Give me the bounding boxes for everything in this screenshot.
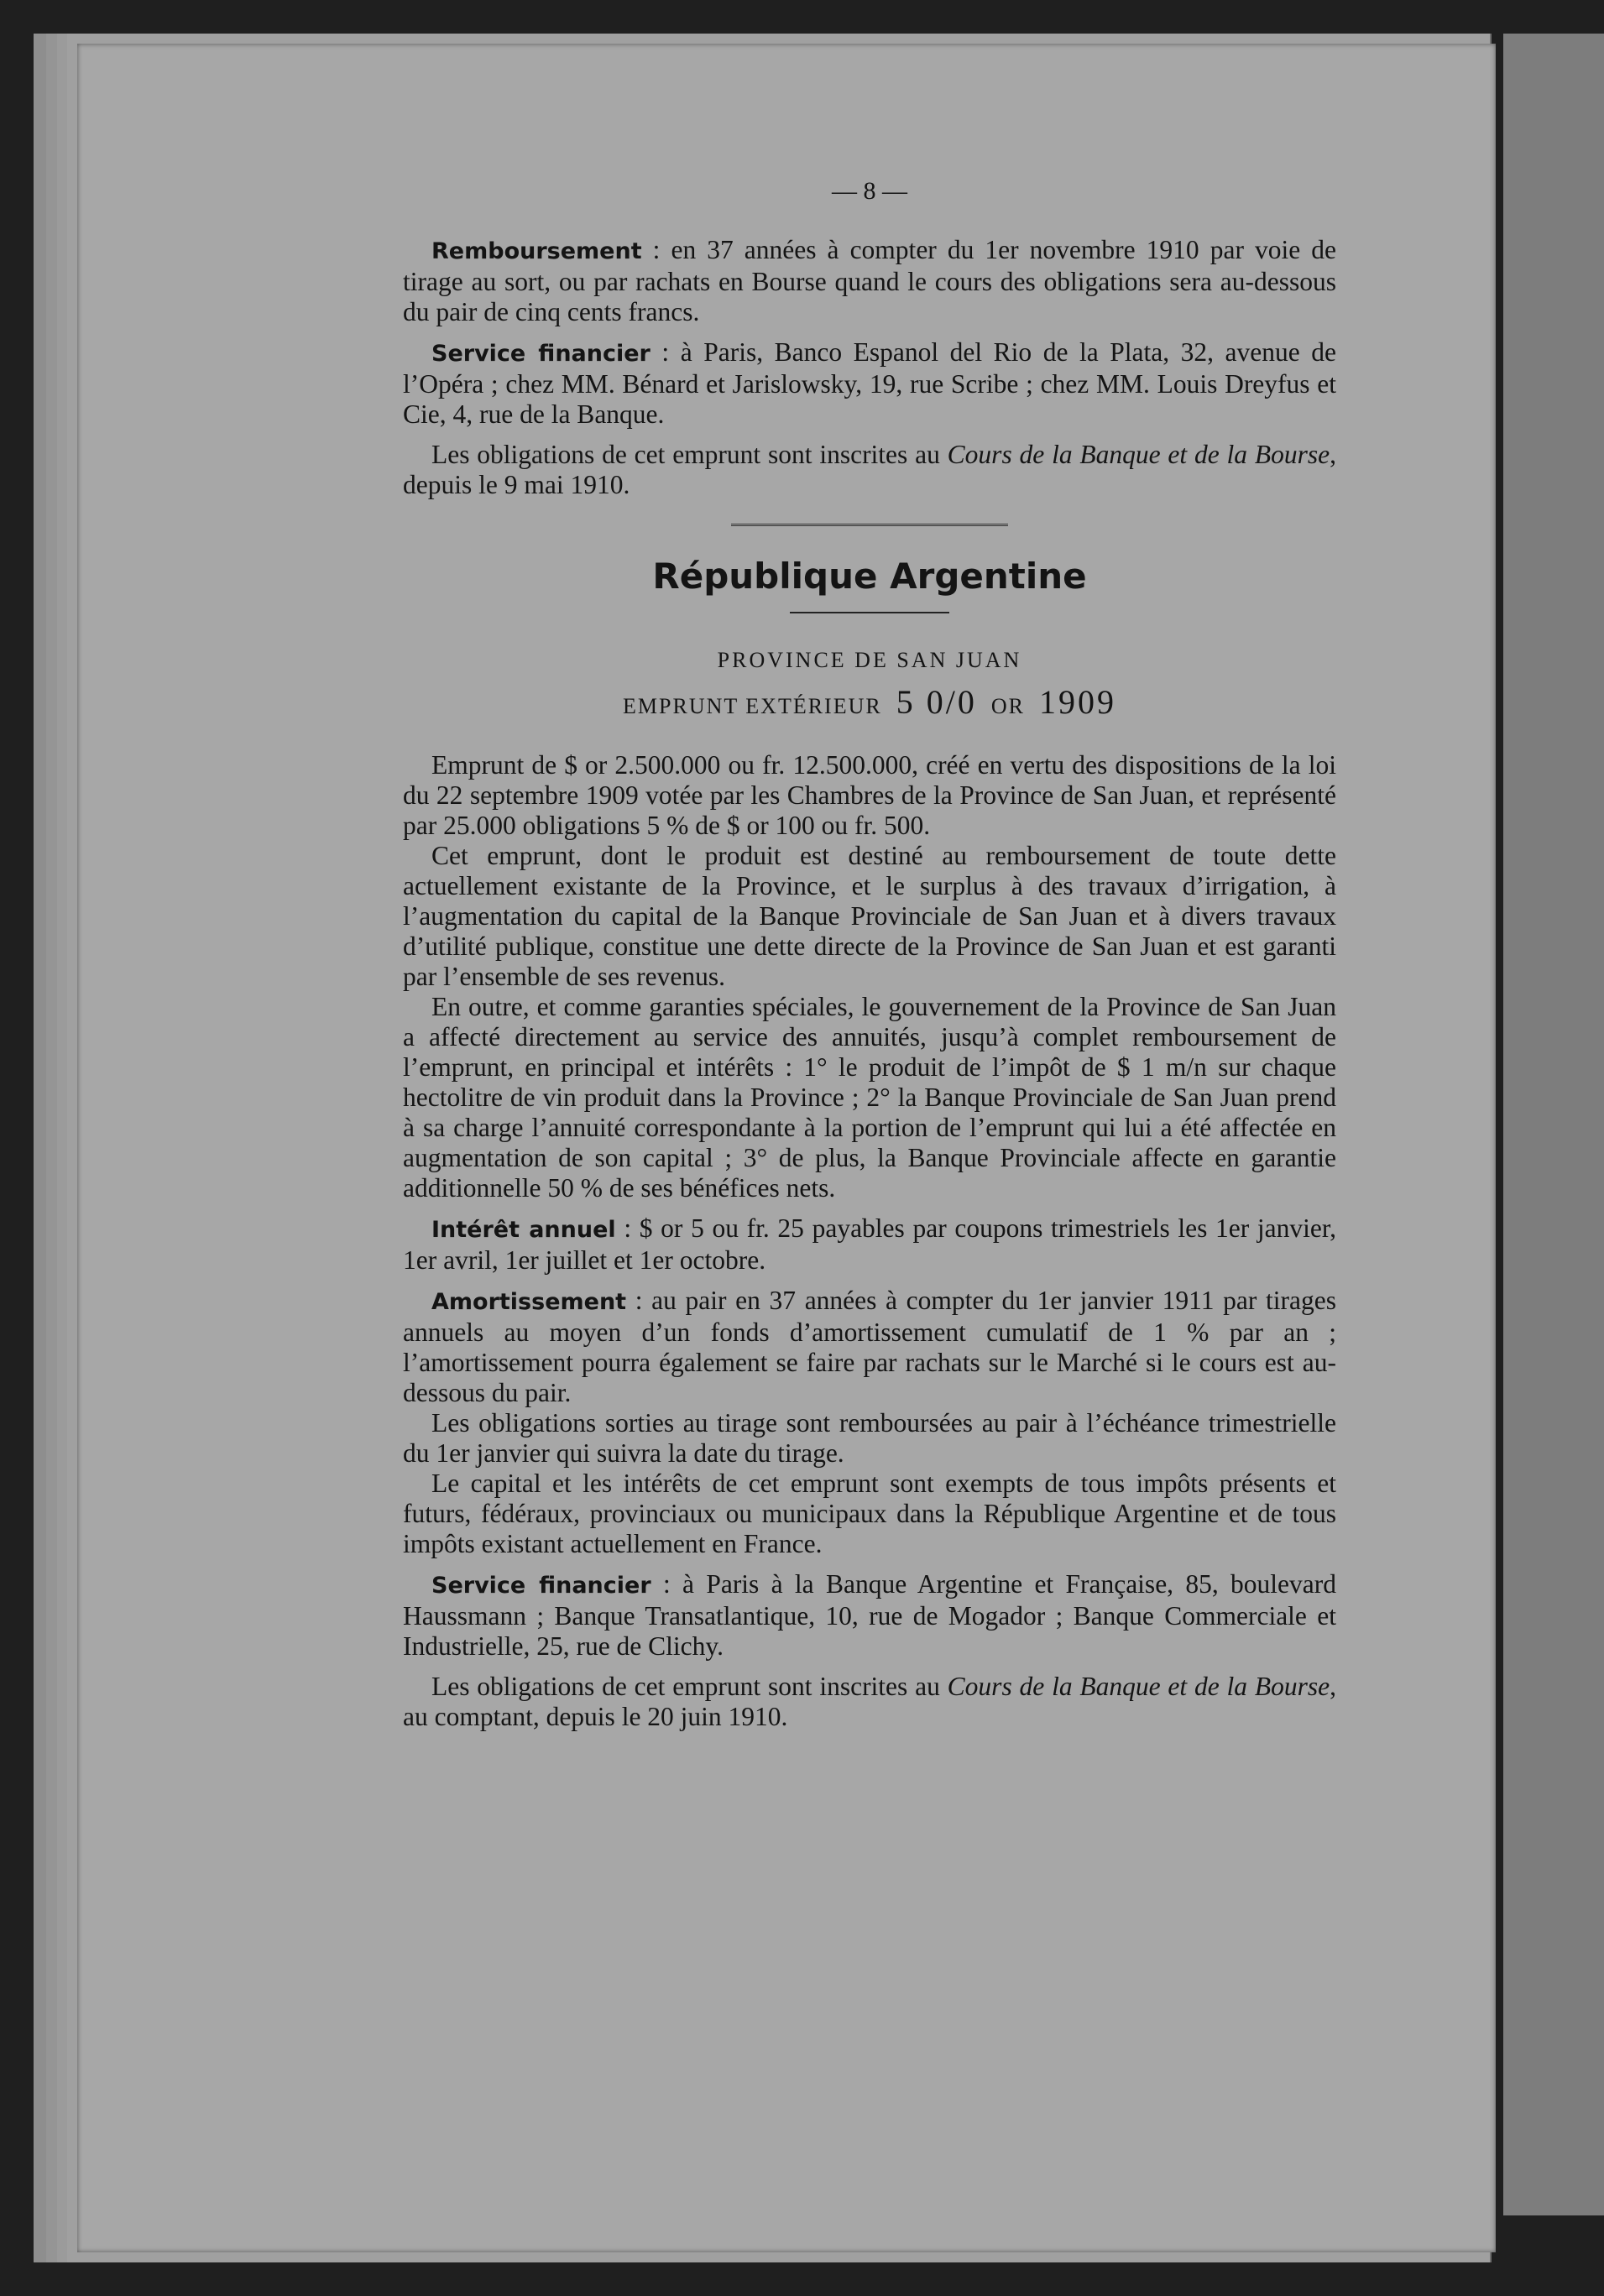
remboursement-paragraph bbox=[403, 235, 1336, 327]
service-financier-label: Service financier bbox=[431, 341, 650, 367]
service-financier-paragraph bbox=[403, 337, 1336, 430]
service-financier-paragraph-2 bbox=[403, 1569, 1336, 1662]
emprunt-title bbox=[403, 683, 1336, 722]
province-title: PROVINCE DE SAN JUAN bbox=[717, 648, 1022, 672]
body-paragraph: Emprunt de $ or 2.500.000 ou fr. 12.500.000, créé en vertu des dispositions de la loi du 22 septembre 1909 votée par les Chambres de la Province de San Juan, et représenté par 25.000 obligations 5 % de $ or 100 ou fr. 500. bbox=[403, 750, 1336, 840]
cote-text-end-2: , au comptant, depuis le 20 juin 1910. bbox=[403, 1672, 1336, 1731]
remboursement-label: Remboursement bbox=[431, 238, 642, 264]
service-financier-label-2: Service financier bbox=[431, 1573, 651, 1599]
body-paragraph: Cet emprunt, dont le produit est destiné au remboursement de toute dette actuellement existante de la Province, et le surplus à des travaux d’irrigation, à l’augmentation du capital de la Banque Provinciale de San Juan et à divers travaux d’utilité publique, constitue une dette directe de la Province de San Juan et est garanti par l’ensemble de ses revenus. bbox=[403, 841, 1336, 991]
heading-underline bbox=[790, 612, 949, 613]
amortissement-label: Amortissement bbox=[431, 1289, 627, 1315]
service-financier-text: : à Paris, Banco Espanol del Rio de la Plata, 32, avenue de l’Opéra ; chez MM. Bénard et Jarislowsky, 19, rue Scribe ; chez MM. Louis Dreyfus et Cie, 4, rue de la Banque. bbox=[403, 337, 1336, 429]
cote-italic: Cours de la Banque et de la Bourse bbox=[947, 440, 1330, 469]
emprunt-prefix: EMPRUNT EXTÉRIEUR bbox=[623, 694, 882, 718]
section-heading: République Argentine bbox=[652, 556, 1087, 597]
emprunt-year: 1909 bbox=[1038, 683, 1116, 721]
amortissement-text: : au pair en 37 années à compter du 1er janvier 1911 par tirages annuels au moyen d’un fonds d’amortissement cumulatif de 1 % par an ; l’amortissement pourra également se faire par rachats sur le Marché si le cours est au-dessous du pair. bbox=[403, 1286, 1336, 1407]
remboursement-text: : en 37 années à compter du 1er novembre 1910 par voie de tirage au sort, ou par rachats en Bourse quand le cours des obligations sera au-dessous du pair de cinq cents francs. bbox=[403, 235, 1336, 326]
emprunt-rate: 5 0/0 bbox=[896, 683, 977, 721]
cote-paragraph-2 bbox=[403, 1672, 1336, 1732]
interet-label: Intérêt annuel bbox=[431, 1217, 616, 1243]
interet-paragraph bbox=[403, 1213, 1336, 1276]
amortissement-paragraph bbox=[403, 1286, 1336, 1408]
service-financier-text-2: : à Paris à la Banque Argentine et Française, 85, boulevard Haussmann ; Banque Transatlantique, 10, rue de Mogador ; Banque Commerciale et Industrielle, 25, rue de Clichy. bbox=[403, 1569, 1336, 1661]
section-divider bbox=[731, 524, 1008, 526]
cote-text: Les obligations de cet emprunt sont inscrites au bbox=[431, 440, 948, 469]
cote-text-2: Les obligations de cet emprunt sont inscrites au bbox=[431, 1672, 948, 1701]
page-content bbox=[403, 176, 1336, 1732]
interet-text: : $ or 5 ou fr. 25 payables par coupons trimestriels les 1er janvier, 1er avril, 1er juillet et 1er octobre. bbox=[403, 1213, 1336, 1275]
cote-text-end: , depuis le 9 mai 1910. bbox=[403, 440, 1336, 499]
page-number: — 8 — bbox=[832, 177, 907, 205]
emprunt-or: OR bbox=[990, 694, 1025, 718]
body-paragraph: Les obligations sorties au tirage sont remboursées au pair à l’échéance trimestrielle du 1er janvier qui suivra la date du tirage. bbox=[403, 1408, 1336, 1468]
facing-page-edge bbox=[1503, 34, 1604, 2215]
body-paragraph: En outre, et comme garanties spéciales, le gouvernement de la Province de San Juan a affecté directement au service des annuités, jusqu’à complet remboursement de l’emprunt, en principal et intérêts : 1° le produit de l’impôt de $ 1 m/n sur chaque hectolitre de vin produit dans la Province ; 2° la Banque Provinciale de San Juan prend à sa charge l’annuité correspondante à la portion de l’emprunt qui lui a été affectée en augmentation de son capital ; 3° de plus, la Banque Provinciale affecte en garantie additionnelle 50 % de ses bénéfices nets. bbox=[403, 992, 1336, 1203]
body-paragraph: Le capital et les intérêts de cet emprunt sont exempts de tous impôts présents et futurs, fédéraux, provinciaux ou municipaux dans la République Argentine et de tous impôts existant actuellement en France. bbox=[403, 1469, 1336, 1558]
cote-paragraph bbox=[403, 440, 1336, 500]
cote-italic-2: Cours de la Banque et de la Bourse bbox=[947, 1672, 1330, 1701]
